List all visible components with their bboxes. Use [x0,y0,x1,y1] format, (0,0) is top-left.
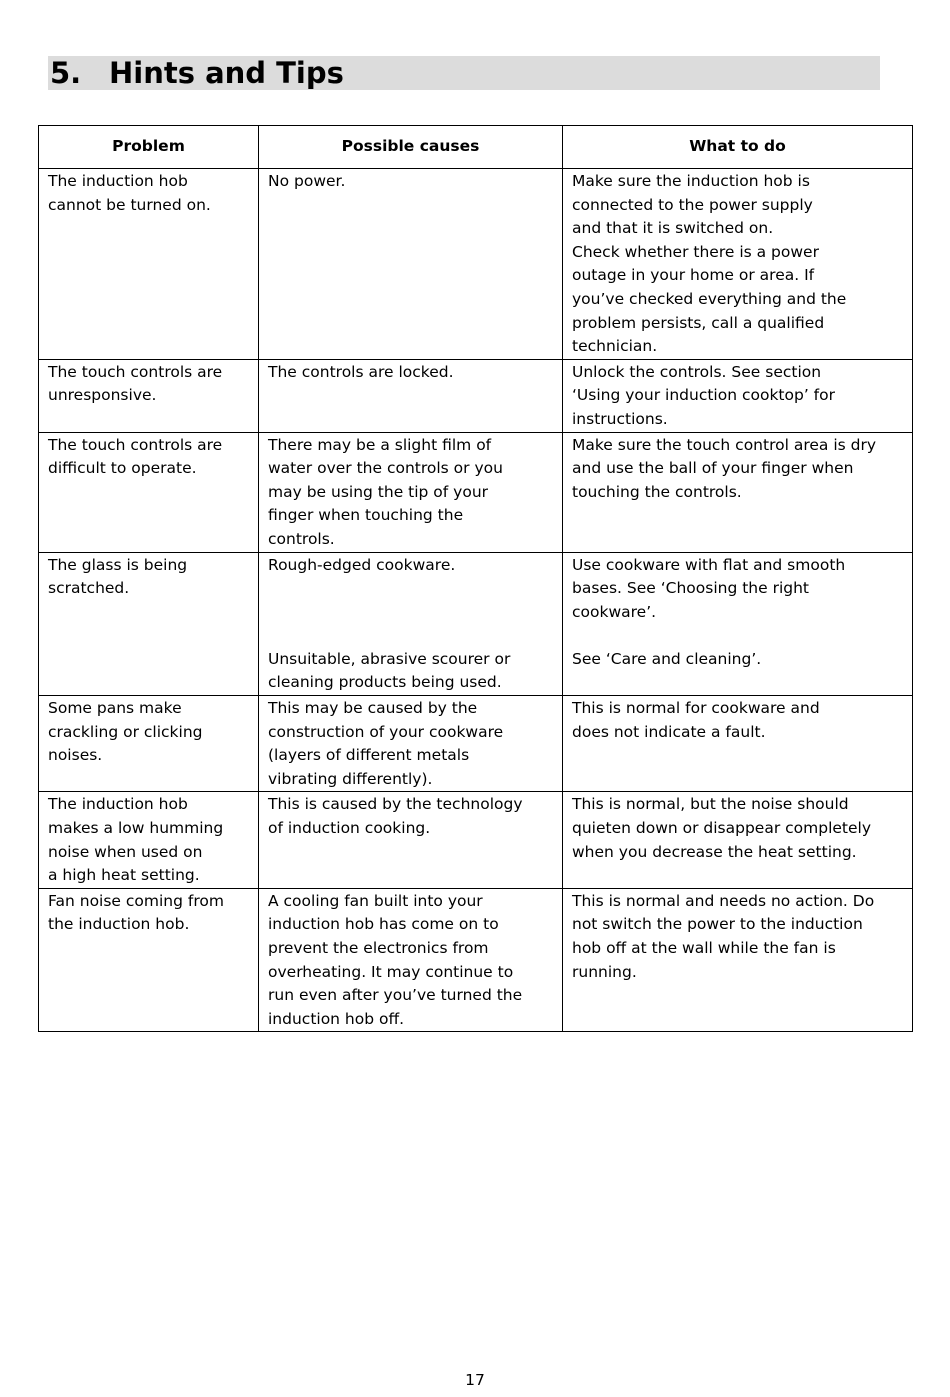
cause-cell [259,888,563,1032]
table-row [39,552,913,696]
section-heading [48,56,880,90]
header-what-to-do: What to do [563,126,913,169]
text-line: Make sure the touch control area is dry [572,435,877,454]
table-row [39,792,913,888]
text-line: water over the controls or you [268,459,503,478]
text-line: Fan noise coming from [48,891,224,910]
cause-cell [259,359,563,432]
text-line: running. [572,962,637,981]
text-line: when you decrease the heat setting. [572,842,857,861]
text-line: does not indicate a fault. [572,722,766,741]
section-number: 5. [50,56,82,90]
text-line: outage in your home or area. If [572,266,815,285]
text-line: induction hob off. [268,1009,405,1028]
text-line: A cooling fan built into your [268,891,483,910]
action-cell [563,432,913,552]
text-line: Rough-edged cookware. [268,555,456,574]
page-number: 17 [465,1371,485,1389]
action-cell [563,359,913,432]
table-row [39,696,913,792]
table-header-row [39,126,913,169]
text-line: No power. [268,172,346,190]
text-line: construction of your cookware [268,722,504,741]
action-cell [563,696,913,792]
text-line: hob off at the wall while the fan is [572,939,836,957]
text-line: The controls are locked. [268,362,454,381]
text-line: This is caused by the technology [268,795,523,814]
text-line: technician. [572,337,658,356]
action-cell [563,169,913,360]
text-line: unresponsive. [48,386,157,405]
text-line: overheating. It may continue to [268,962,514,981]
text-line: This is normal and needs no action. Do [572,891,875,910]
problem-cell [39,359,259,432]
text-line: ‘Using your induction cooktop’ for [572,386,835,405]
header-problem: Problem [39,126,259,169]
text-line: you’ve checked everything and the [572,289,847,308]
text-line: The glass is being [48,555,188,574]
problem-cell [39,792,259,888]
text-line: run even after you’ve turned the [268,986,523,1005]
action-cell [563,552,913,696]
text-line: Check whether there is a power [572,242,819,261]
text-line: See ‘Care and cleaning’. [572,649,762,668]
problem-cell [39,696,259,792]
action-cell [563,888,913,1032]
table-row [39,169,913,360]
text-line: The induction hob [48,172,188,190]
text-line: the induction hob. [48,915,190,934]
text-line: Some pans make [48,699,182,718]
text-line: connected to the power supply [572,195,813,214]
text-line: difficult to operate. [48,459,197,478]
text-line: quieten down or disappear completely [572,819,872,838]
text-line: and that it is switched on. [572,219,774,238]
text-line: Make sure the induction hob is [572,172,810,190]
text-line: finger when touching the [268,506,464,525]
text-line: touching the controls. [572,482,742,501]
text-line: not switch the power to the induction [572,915,863,934]
text-line: This is normal for cookware and [572,699,820,718]
hints-table [38,125,913,1032]
text-line: bases. See ‘Choosing the right [572,579,810,598]
text-line: instructions. [572,409,668,428]
text-line: This may be caused by the [268,699,478,718]
text-line: scratched. [48,579,130,598]
text-line: a high heat setting. [48,866,200,885]
text-line: Use cookware with flat and smooth [572,555,846,574]
table-row [39,432,913,552]
text-line: controls. [268,529,335,548]
text-line: noise when used on [48,842,203,861]
text-line: noises. [48,746,103,765]
problem-cell [39,552,259,696]
text-line: prevent the electronics from [268,939,489,957]
text-line: The touch controls are [48,362,223,381]
text-line: of induction cooking. [268,819,431,838]
section-title: Hints and Tips [109,56,344,90]
text-line: Unsuitable, abrasive scourer or [268,649,511,668]
text-line: cannot be turned on. [48,195,211,214]
cause-cell [259,552,563,696]
text-line: vibrating differently). [268,769,433,788]
text-line: This is normal, but the noise should [572,795,849,814]
cause-cell [259,792,563,888]
text-line: cleaning products being used. [268,673,502,692]
text-line: (layers of different metals [268,746,470,765]
text-line: There may be a slight film of [268,435,492,454]
problem-cell [39,888,259,1032]
table-row [39,888,913,1032]
text-line: crackling or clicking [48,722,203,741]
table-row [39,359,913,432]
text-line: induction hob has come on to [268,915,499,934]
header-possible-causes: Possible causes [259,126,563,169]
text-line: The touch controls are [48,435,223,454]
text-line: makes a low humming [48,819,224,838]
cause-cell [259,696,563,792]
cause-cell [259,169,563,360]
text-line: Unlock the controls. See section [572,362,822,381]
action-cell [563,792,913,888]
cause-cell [259,432,563,552]
text-line: may be using the tip of your [268,482,489,501]
problem-cell [39,169,259,360]
text-line: problem persists, call a qualified [572,313,825,332]
text-line: cookware’. [572,602,657,621]
problem-cell [39,432,259,552]
text-line: and use the ball of your finger when [572,459,854,478]
text-line: The induction hob [48,795,188,814]
